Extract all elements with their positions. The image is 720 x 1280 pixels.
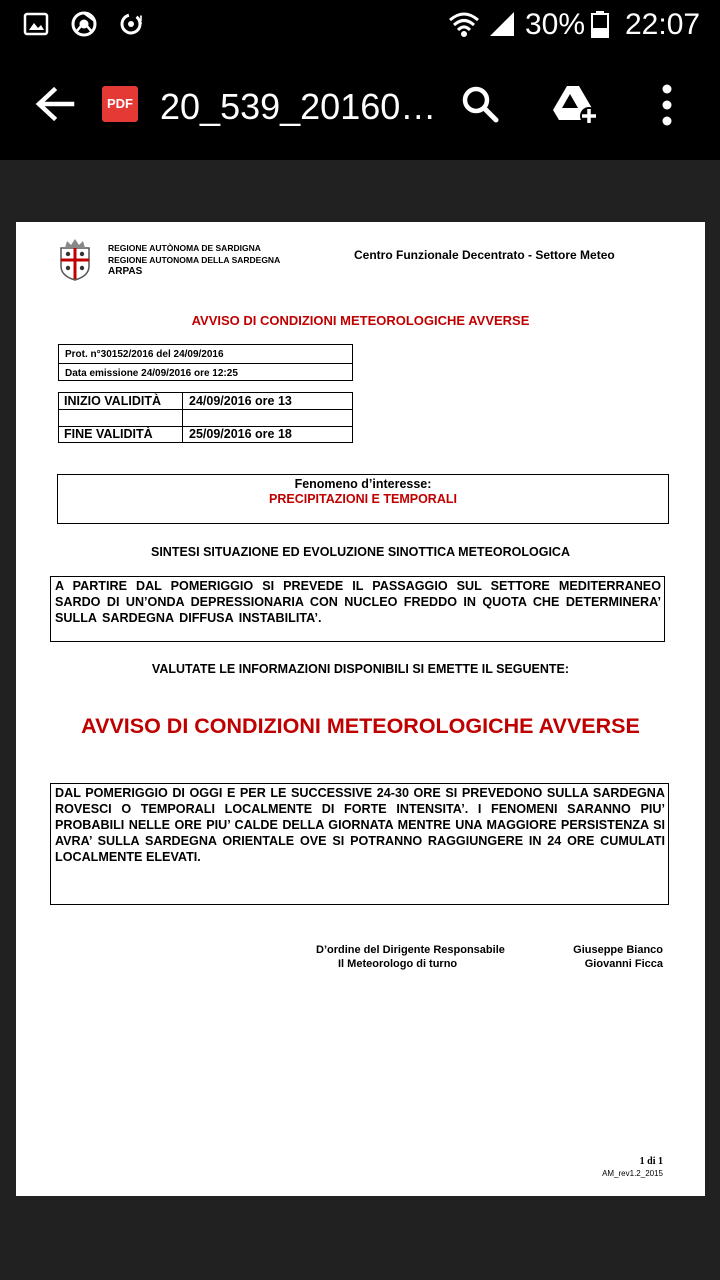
document-title: 20_539_20160… [160,86,437,127]
back-arrow-icon[interactable] [34,86,76,122]
gallery-icon [22,10,50,38]
center-name: Centro Funzionale Decentrato - Settore Meteo [354,248,615,262]
forecast-text: DAL POMERIGGIO DI OGGI E PER LE SUCCESSIVE 24-30 ORE SI PREVEDONO SULLA SARDEGNA ROVESCI O TEMPORALI LOCALMENTE DI FORTE INTENSITA’. I FENOMENI SARANNO PIU’ PROBABILI NELLE ORE PIU’ CALDE DELLA GIORNATA MENTRE UNA MAGGIORE PERSISTENZA SI AVRA’ SULLA SARDEGNA ORIENTALE OVE SI POTRANNO RAGGIUNGERE IN 24 ORE CUMULATI LOCALMENTE ELEVATI. [55,786,665,864]
emission-date: Data emissione 24/09/2016 ore 12:25 [65,368,238,379]
pdf-file-icon: PDF [102,86,138,122]
sardinia-crest-logo [57,238,93,282]
battery-percentage: 30% [525,8,586,41]
validity-table [58,392,353,443]
signature-role-1: D’ordine del Dirigente Responsabile [316,944,505,956]
warning-title: AVVISO DI CONDIZIONI METEOROLOGICHE AVVERSE [81,714,640,738]
agency-name: ARPAS [108,266,143,277]
notice-title: AVVISO DI CONDIZIONI METEOROLOGICHE AVVERSE [191,313,530,328]
search-icon[interactable] [460,84,500,124]
phenomenon-label: Fenomeno d’interesse: [294,477,432,491]
signature-role-2: Il Meteorologo di turno [338,958,458,970]
clock: 22:07 [625,8,701,41]
evaluation-heading: VALUTATE LE INFORMAZIONI DISPONIBILI SI EMETTE IL SEGUENTE: [151,662,570,676]
chrome-icon [70,10,98,38]
protocol-table [58,344,353,381]
sync-icon [118,10,146,38]
phenomenon-value: PRECIPITAZIONI E TEMPORALI [269,492,457,506]
region-name-italian: REGIONE AUTONOMA DELLA SARDEGNA [108,255,281,265]
wifi-icon [448,10,480,38]
signature-name-2: Giovanni Ficca [584,958,663,970]
validity-start-value: 24/09/2016 ore 13 [189,394,292,408]
protocol-number: Prot. n°30152/2016 del 24/09/2016 [65,349,224,360]
status-bar [0,0,720,48]
battery-icon [590,10,610,38]
signal-icon [488,10,516,38]
forecast-box [50,783,669,905]
validity-end-value: 25/09/2016 ore 18 [189,427,292,441]
more-vert-icon[interactable] [660,84,674,126]
svg-text:!: ! [139,13,143,27]
signature-name-1: Giuseppe Bianco [573,944,663,956]
region-name-sardinian: REGIONE AUTÒNOMA DE SARDIGNA [108,243,261,253]
synthesis-box [50,576,665,642]
synthesis-heading: SINTESI SITUAZIONE ED EVOLUZIONE SINOTTICA METEOROLOGICA [150,545,570,559]
page-number: 1 di 1 [639,1156,663,1167]
phenomenon-box [57,474,669,524]
synthesis-text: A PARTIRE DAL POMERIGGIO SI PREVEDE IL PASSAGGIO SUL SETTORE MEDITERRANEO SARDO DI UN’ONDA DEPRESSIONARIA CON NUCLEO FREDDO IN QUOTA CHE DETERMINERA’ SULLA SARDEGNA DIFFUSA INSTABILITA’. [55,579,661,625]
validity-end-label: FINE VALIDITÀ [64,427,153,441]
drive-add-icon[interactable] [553,84,599,124]
revision-code: AM_rev1.2_2015 [602,1169,663,1178]
pdf-page[interactable] [16,222,705,1196]
validity-start-label: INIZIO VALIDITÀ [64,394,161,408]
